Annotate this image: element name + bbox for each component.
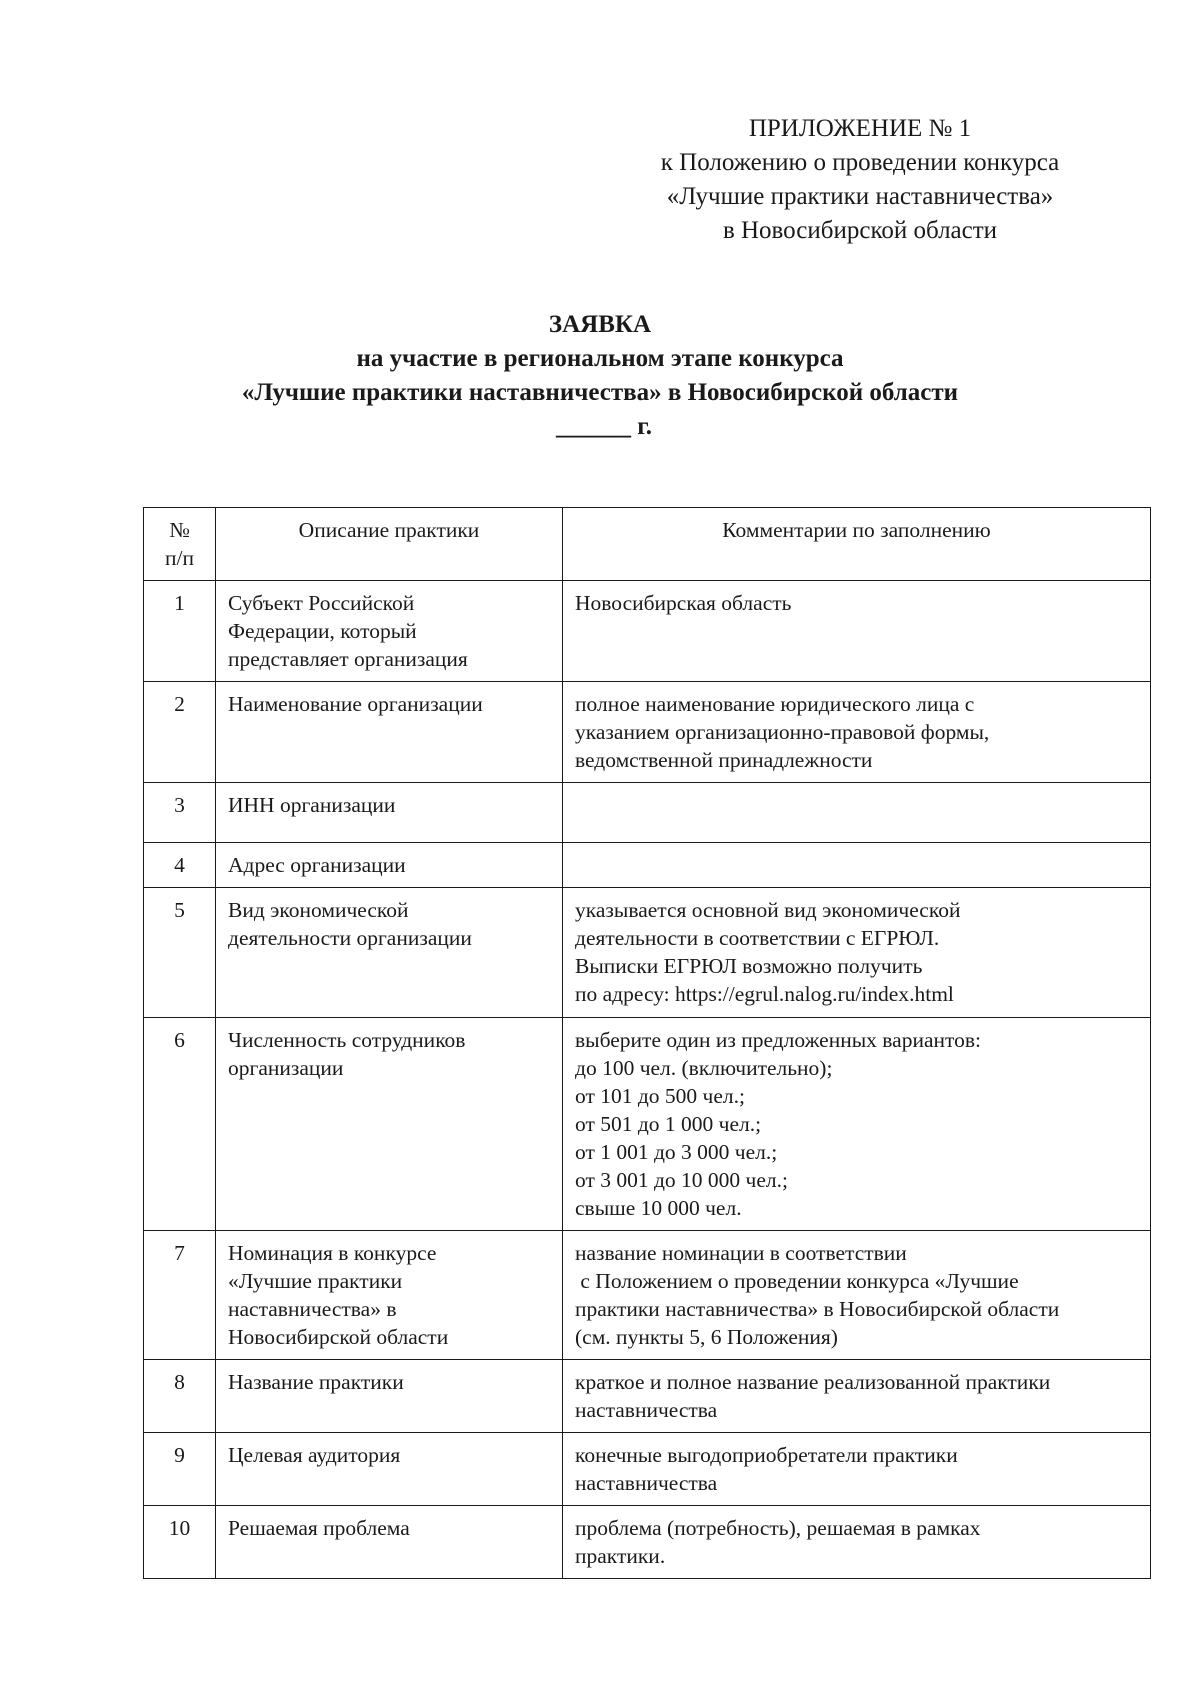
row-description-cell <box>216 1018 563 1231</box>
description-line: Численность сотрудников <box>228 1028 466 1052</box>
comment-line: практики наставничества» в Новосибирской области <box>575 1297 1060 1321</box>
comment-line: краткое и полное название реализованной практики <box>575 1370 1051 1394</box>
comment-line: с Положением о проведении конкурса «Лучшие <box>575 1269 1019 1293</box>
row-comments-cell <box>563 581 1151 682</box>
row-description-cell <box>216 1506 563 1579</box>
appendix-line: «Лучшие практики наставничества» <box>666 183 1054 210</box>
title-year-line: ______ г. <box>555 413 653 440</box>
header-description-cell: Описание практики <box>216 508 563 581</box>
row-comments-cell <box>563 1231 1151 1360</box>
row-number-cell: 3 <box>144 783 216 843</box>
description-line: Целевая аудитория <box>228 1443 401 1467</box>
row-number-cell: 5 <box>144 888 216 1018</box>
comment-line: практики. <box>575 1544 666 1568</box>
appendix-line: в Новосибирской области <box>722 217 998 244</box>
table-row <box>144 888 1151 1018</box>
description-line: Наименование организации <box>228 692 483 716</box>
table-header-row <box>144 508 1151 581</box>
description-line: ИНН организации <box>228 793 396 817</box>
table-row <box>144 1231 1151 1360</box>
appendix-header <box>600 112 1120 248</box>
table-row <box>144 1433 1151 1506</box>
comment-line: деятельности в соответствии с ЕГРЮЛ. <box>575 926 940 950</box>
comment-line: от 1 001 до 3 000 чел.; <box>575 1140 778 1164</box>
appendix-line: ПРИЛОЖЕНИЕ № 1 <box>748 115 972 142</box>
row-number-cell: 9 <box>144 1433 216 1506</box>
comment-line: (см. пункты 5, 6 Положения) <box>575 1325 838 1349</box>
row-comments-cell <box>563 1018 1151 1231</box>
description-line: Субъект Российской <box>228 591 415 615</box>
title-line-3: «Лучшие практики наставничества» в Новосибирской области <box>241 379 959 406</box>
row-description-cell <box>216 888 563 1018</box>
comment-line: ведомственной принадлежности <box>575 748 873 772</box>
comment-line: Новосибирская область <box>575 591 792 615</box>
comment-line: до 100 чел. (включительно); <box>575 1056 833 1080</box>
table-row <box>144 843 1151 888</box>
row-number-cell: 7 <box>144 1231 216 1360</box>
table-row <box>144 581 1151 682</box>
comment-line: наставничества <box>575 1398 718 1422</box>
comment-line: от 3 001 до 10 000 чел.; <box>575 1168 788 1192</box>
comment-line: указывается основной вид экономической <box>575 898 961 922</box>
description-line: организации <box>228 1056 344 1080</box>
description-line: Решаемая проблема <box>228 1516 410 1540</box>
header-number-label: № <box>169 518 190 542</box>
table-row <box>144 783 1151 843</box>
row-description-cell <box>216 783 563 843</box>
title-line-1: ЗАЯВКА <box>548 311 652 338</box>
comment-line: название номинации в соответствии <box>575 1241 907 1265</box>
row-comments-cell <box>563 1433 1151 1506</box>
appendix-line: к Положению о проведении конкурса <box>660 149 1060 176</box>
comment-line: Выписки ЕГРЮЛ возможно получить <box>575 954 923 978</box>
description-line: Номинация в конкурсе <box>228 1241 437 1265</box>
row-description-cell <box>216 682 563 783</box>
row-comments-cell <box>563 1360 1151 1433</box>
header-number-sublabel: п/п <box>165 546 194 570</box>
row-description-cell <box>216 581 563 682</box>
description-line: Новосибирской области <box>228 1325 449 1349</box>
application-table <box>143 507 1151 1579</box>
table-row <box>144 1506 1151 1579</box>
header-comments-cell: Комментарии по заполнению <box>563 508 1151 581</box>
comment-line: от 501 до 1 000 чел.; <box>575 1112 762 1136</box>
row-number-cell: 10 <box>144 1506 216 1579</box>
comment-line: свыше 10 000 чел. <box>575 1196 742 1220</box>
row-comments-cell <box>563 783 1151 843</box>
row-comments-cell <box>563 1506 1151 1579</box>
comment-line: проблема (потребность), решаемая в рамках <box>575 1516 981 1540</box>
row-number-cell: 2 <box>144 682 216 783</box>
row-description-cell <box>216 843 563 888</box>
row-number-cell: 1 <box>144 581 216 682</box>
description-line: деятельности организации <box>228 926 472 950</box>
row-comments-cell <box>563 888 1151 1018</box>
row-number-cell: 8 <box>144 1360 216 1433</box>
description-line: «Лучшие практики <box>228 1269 403 1293</box>
comment-line: наставничества <box>575 1471 718 1495</box>
description-line: Адрес организации <box>228 853 406 877</box>
description-line: Название практики <box>228 1370 404 1394</box>
comment-line: указанием организационно-правовой формы, <box>575 720 990 744</box>
row-number-cell: 6 <box>144 1018 216 1231</box>
table-row <box>144 1360 1151 1433</box>
comment-line: от 101 до 500 чел.; <box>575 1084 745 1108</box>
comment-line: полное наименование юридического лица с <box>575 692 975 716</box>
row-number-cell: 4 <box>144 843 216 888</box>
comment-line: выберите один из предложенных вариантов: <box>575 1028 981 1052</box>
document-title <box>0 308 1200 444</box>
table-row <box>144 1018 1151 1231</box>
description-line: Вид экономической <box>228 898 409 922</box>
table-row <box>144 682 1151 783</box>
comment-line: конечные выгодоприобретатели практики <box>575 1443 958 1467</box>
description-line: Федерации, который <box>228 619 417 643</box>
row-description-cell <box>216 1231 563 1360</box>
description-line: наставничества» в <box>228 1297 397 1321</box>
row-description-cell <box>216 1433 563 1506</box>
row-comments-cell <box>563 682 1151 783</box>
title-line-2: на участие в региональном этапе конкурса <box>356 345 844 372</box>
comment-line: по адресу: https://egrul.nalog.ru/index.html <box>575 982 954 1006</box>
description-line: представляет организация <box>228 647 468 671</box>
header-number-cell <box>144 508 216 581</box>
row-description-cell <box>216 1360 563 1433</box>
row-comments-cell <box>563 843 1151 888</box>
